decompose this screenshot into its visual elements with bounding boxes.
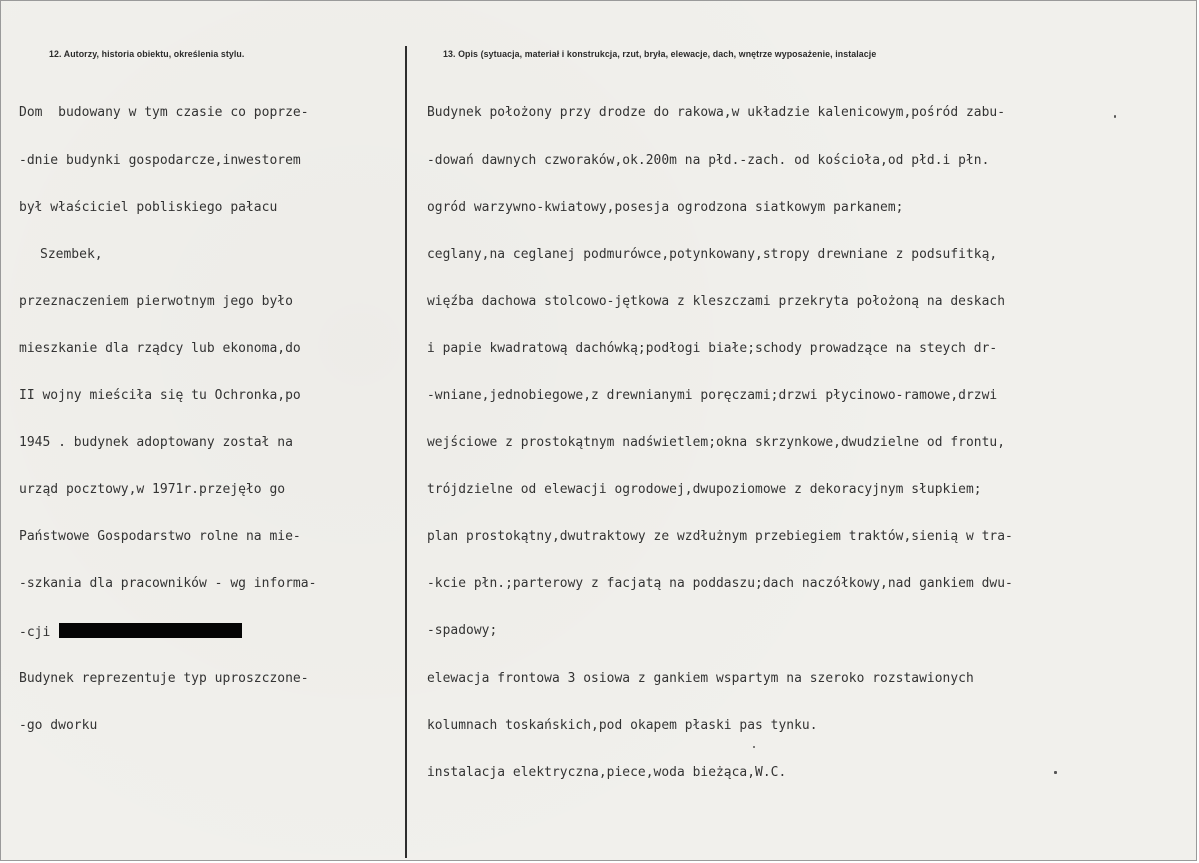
history-line-redacted	[19, 623, 316, 639]
redaction-bar	[59, 623, 242, 638]
history-line: urząd pocztowy,w 1971r.przejęło go	[19, 482, 286, 498]
history-line: Szembek,	[40, 246, 103, 262]
history-line: -szkania dla pracowników - wg informa-	[19, 576, 317, 592]
description-line: Budynek położony przy drodze do rakowa,w układzie kalenicowym,pośród zabu-	[427, 105, 1005, 121]
description-line: -spadowy;	[427, 623, 498, 639]
description-line: ceglany,na ceglanej podmurówce,potynkowany,stropy drewniane z podsufitką,	[427, 246, 998, 262]
description-line: elewacja frontowa 3 osiowa z gankiem wspartym na szeroko rozstawionych	[427, 670, 974, 686]
history-line: -dnie budynki gospodarcze,inwestorem	[19, 152, 301, 168]
history-line: mieszkanie dla rządcy lub ekonoma,do	[19, 340, 301, 356]
column-divider	[405, 46, 407, 858]
description-line: -dowań dawnych czworaków,ok.200m na płd.-zach. od kościoła,od płd.i płn.	[427, 152, 990, 168]
history-line: Państwowe Gospodarstwo rolne na mie-	[19, 529, 301, 545]
section-12-header: 12. Autorzy, historia obiektu, określenia stylu.	[49, 49, 245, 59]
history-line: był właściciel pobliskiego pałacu	[19, 199, 278, 215]
history-line: -go dworku	[19, 717, 98, 733]
history-line: 1945 . budynek adoptowany został na	[19, 435, 293, 451]
paper-speck	[753, 746, 755, 748]
paper-speck	[1114, 115, 1116, 118]
history-line: przeznaczeniem pierwotnym jego było	[19, 293, 293, 309]
description-line: instalacja elektryczna,piece,woda bieżąca,W.C.	[427, 764, 787, 780]
history-text-block	[19, 74, 316, 765]
description-line: ogród warzywno-kwiatowy,posesja ogrodzona siatkowym parkanem;	[427, 199, 904, 215]
history-line-text: -cji	[19, 625, 51, 641]
history-line: Dom budowany w tym czasie co poprze-	[19, 105, 309, 121]
description-line: -kcie płn.;parterowy z facjatą na poddaszu;dach naczółkowy,nad gankiem dwu-	[427, 576, 1013, 592]
paper-speck	[1054, 771, 1057, 774]
description-line: wejściowe z prostokątnym nadświetlem;okna skrzynkowe,dwudzielne od frontu,	[427, 435, 1005, 451]
description-line: więźba dachowa stolcowo-jętkowa z kleszczami przekryta położoną na deskach	[427, 293, 1005, 309]
description-line: i papie kwadratową dachówką;podłogi białe;schody prowadzące na steych dr-	[427, 340, 998, 356]
history-line: Budynek reprezentuje typ uproszczone-	[19, 670, 309, 686]
description-line: plan prostokątny,dwutraktowy ze wzdłużnym przebiegiem traktów,sienią w tra-	[427, 529, 1013, 545]
description-text-block	[427, 74, 1013, 812]
history-line: II wojny mieściła się tu Ochronka,po	[19, 387, 301, 403]
description-line: kolumnach toskańskich,pod okapem płaski pas tynku.	[427, 717, 818, 733]
section-13-header: 13. Opis (sytuacja, materiał i konstrukcja, rzut, bryła, elewacje, dach, wnętrze wyposażenie, instalacje	[443, 49, 877, 59]
description-line: trójdzielne od elewacji ogrodowej,dwupoziomowe z dekoracyjnym słupkiem;	[427, 482, 982, 498]
description-line: -wniane,jednobiegowe,z drewnianymi poręczami;drzwi płycinowo-ramowe,drzwi	[427, 387, 998, 403]
